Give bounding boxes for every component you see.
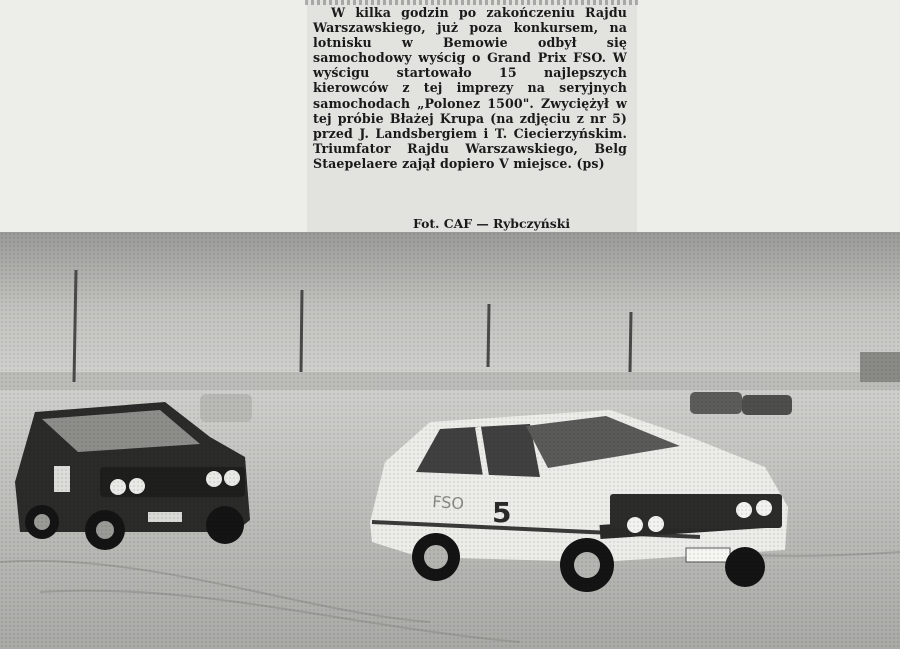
article-text: W kilka godzin po zakończeniu Rajdu Warszawskiego, już poza konkursem, na lotnisku w Bemowie odbył się samochodowy wyścig o Grand Prix FSO. W wyścigu startowało 15 najlepszych kierowców z tej imprezy na seryjnych samochodach „Polonez 1500". Zwyciężył w tej próbie Błażej Krupa (na zdjęciu z nr 5) przed J. Landsbergiem i T. Ciecierzyńskim. Triumfator Rajdu Warszawskiego, Belg Staepelaere zajął dopiero V miejsce. (ps) bbox=[313, 5, 627, 171]
photo-credit: Fot. CAF — Rybczyński bbox=[413, 216, 571, 231]
rally-photo bbox=[0, 232, 900, 649]
halftone-texture bbox=[0, 232, 900, 649]
